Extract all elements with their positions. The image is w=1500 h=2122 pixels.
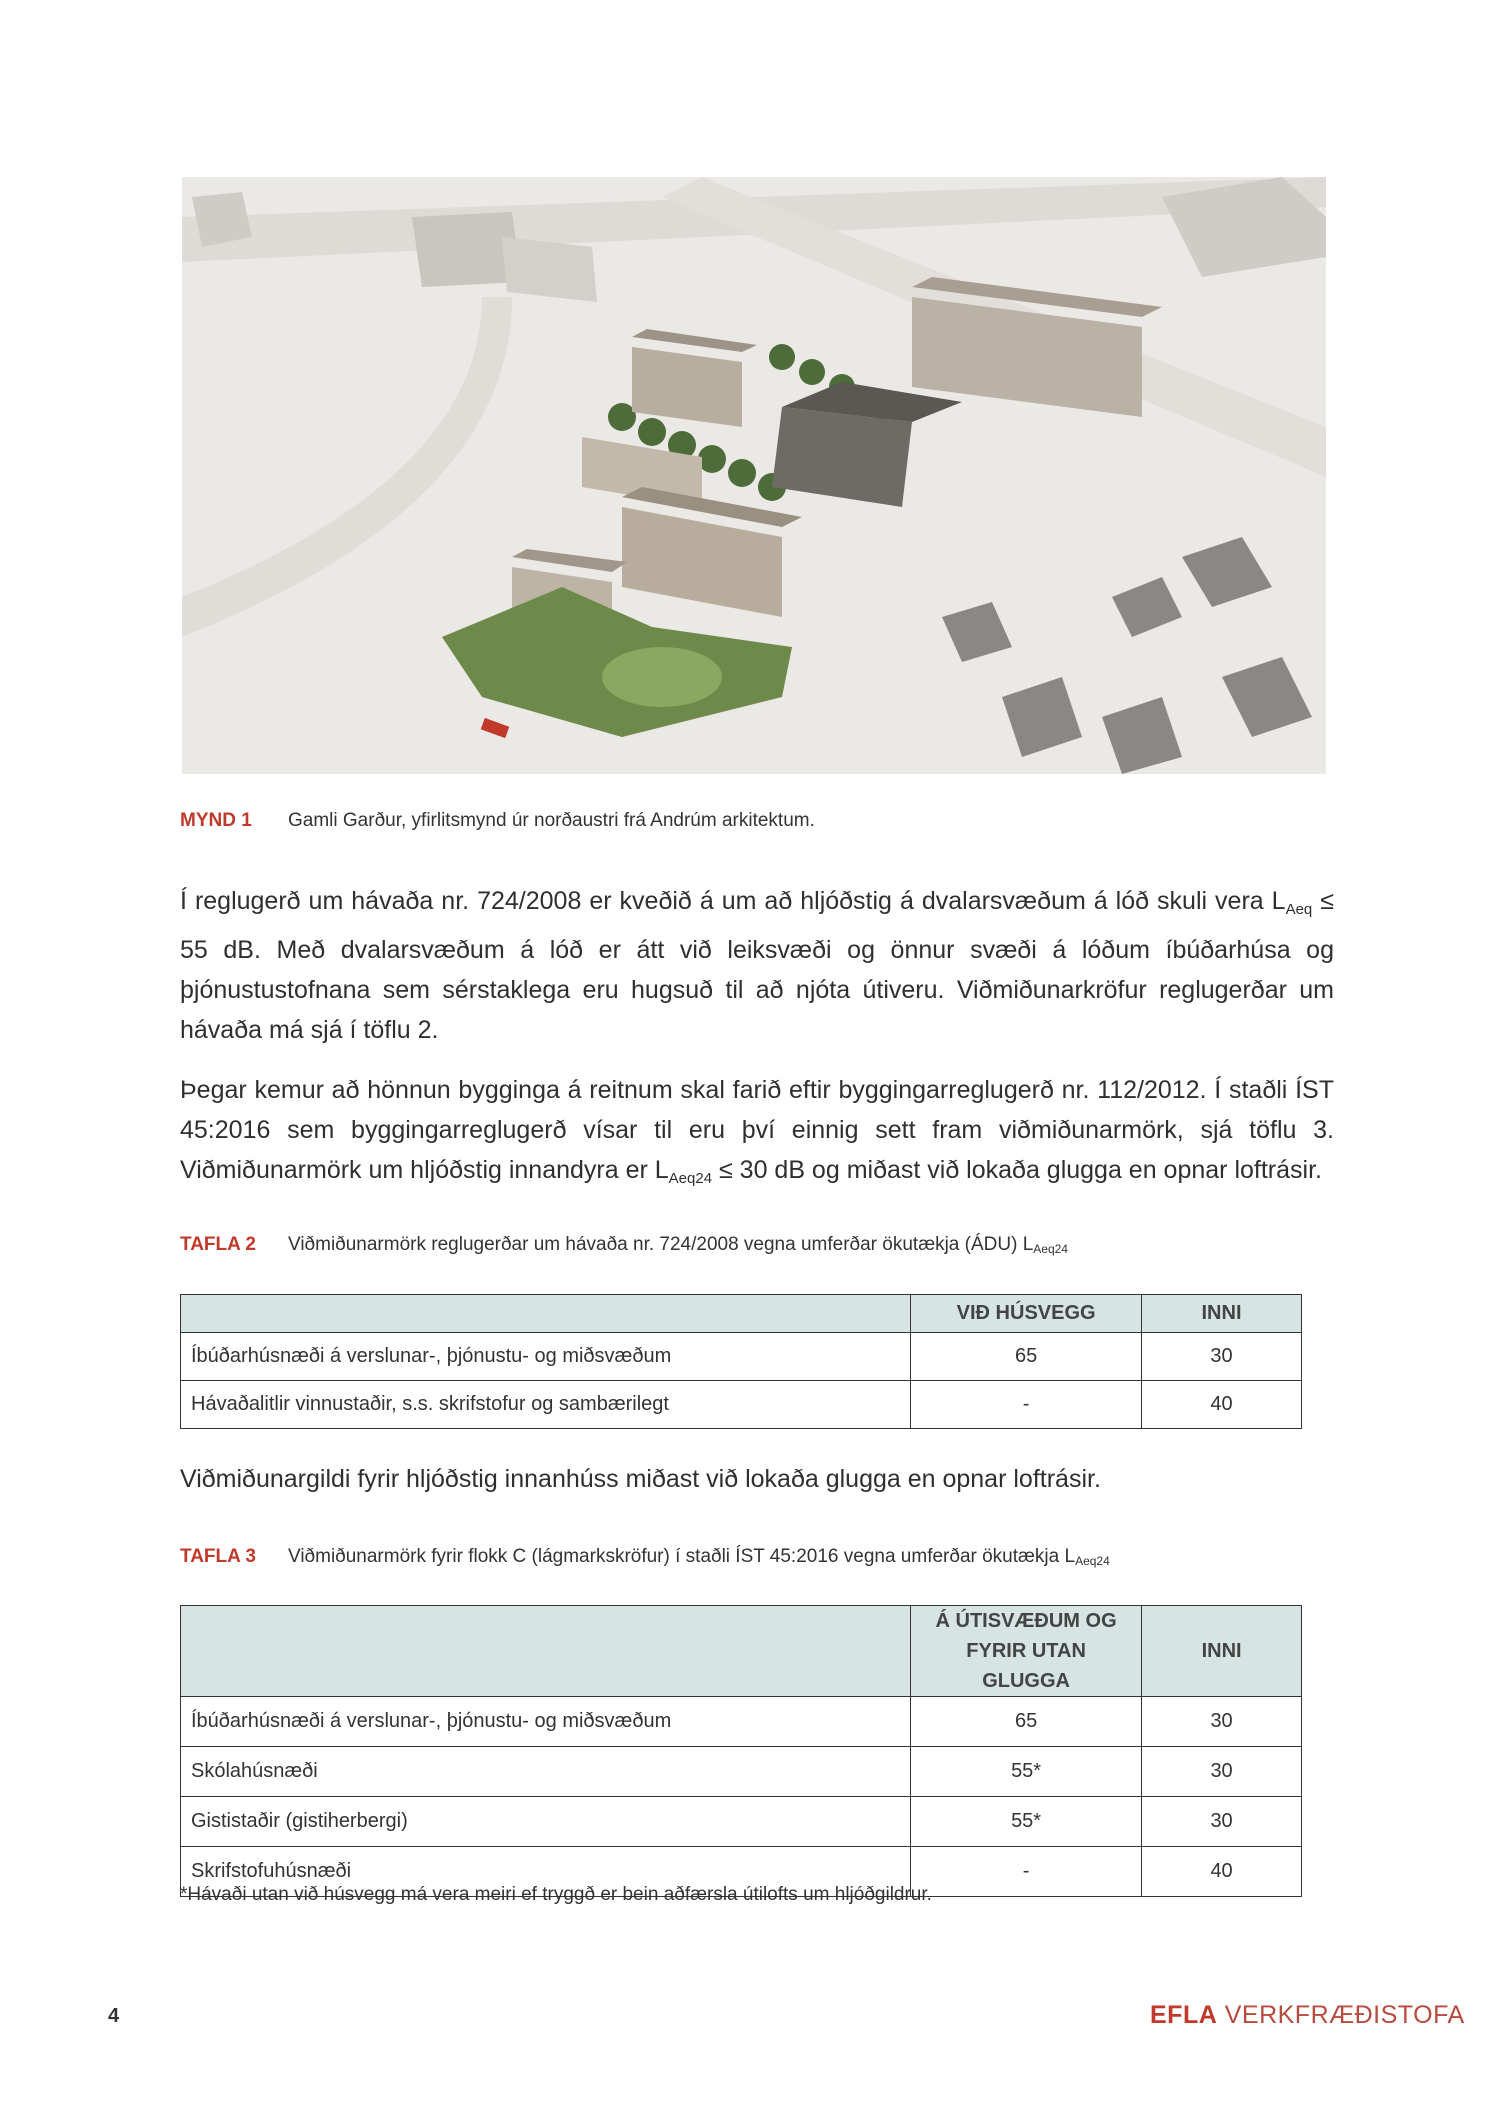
- figure-caption-text: Gamli Garður, yfirlitsmynd úr norðaustri frá Andrúm arkitektum.: [288, 810, 815, 831]
- page-number: 4: [108, 2005, 120, 2027]
- table2-label: TAFLA 2: [180, 1234, 256, 1255]
- site-illustration: [182, 177, 1326, 774]
- table3-caption: [180, 1546, 1110, 1568]
- aerial-site-rendering: [182, 177, 1326, 774]
- table-row: [181, 1333, 1302, 1381]
- table3-header-1: Á ÚTISVÆÐUM OG FYRIR UTAN GLUGGA: [911, 1606, 1142, 1697]
- paragraph-building-regulation: [180, 1070, 1334, 1199]
- table2-header-0: [181, 1295, 911, 1333]
- table3: [180, 1605, 1302, 1897]
- table3-footnote: *Hávaði utan við húsvegg má vera meiri ef tryggð er bein aðfærsla útilofts um hljóðgildrur.: [180, 1884, 932, 1905]
- table3-cell: Íbúðarhúsnæði á verslunar-, þjónustu- og miðsvæðum: [181, 1697, 911, 1747]
- paragraph1-sub: Aeq: [1285, 901, 1313, 918]
- table2-cell: 65: [911, 1333, 1142, 1381]
- table3-cell: 30: [1142, 1747, 1302, 1797]
- brand-rest: VERKFRÆÐISTOFA: [1217, 2001, 1465, 2029]
- table3-cell: -: [911, 1847, 1142, 1897]
- table3-cell: Skólahúsnæði: [181, 1747, 911, 1797]
- table3-cell: 55*: [911, 1747, 1142, 1797]
- table3-label: TAFLA 3: [180, 1546, 256, 1567]
- table3-cell: 40: [1142, 1847, 1302, 1897]
- paragraph2-text-b: ≤ 30 dB og miðast við lokaða glugga en opnar loftrásir.: [712, 1156, 1322, 1184]
- table2-caption-sub: Aeq24: [1033, 1242, 1068, 1256]
- table2-cell: 40: [1142, 1381, 1302, 1429]
- table-row: [181, 1697, 1302, 1747]
- table2-cell: -: [911, 1381, 1142, 1429]
- table3-cell: 55*: [911, 1797, 1142, 1847]
- table3-header-0: [181, 1606, 911, 1697]
- table3-cell: 30: [1142, 1797, 1302, 1847]
- paragraph1-text-b: ≤ 55 dB. Með dvalarsvæðum á lóð er átt við leiksvæði og önnur svæði á lóðum íbúðarhúsa og þjónustustofnana sem sérstaklega eru hugsuð til að njóta útiveru. Viðmiðunarkröfur reglugerðar um hávaða má sjá í töflu 2.: [180, 887, 1334, 1044]
- table-row: [181, 1747, 1302, 1797]
- paragraph1-text-a: Í reglugerð um hávaða nr. 724/2008 er kveðið á um að hljóðstig á dvalarsvæðum á lóð skuli vera L: [180, 887, 1286, 915]
- efla-logo: [1150, 2001, 1465, 2030]
- paragraph-noise-regulation: [180, 881, 1334, 1050]
- table2-cell: Hávaðalitlir vinnustaðir, s.s. skrifstofur og sambærilegt: [181, 1381, 911, 1429]
- paragraph2-text-a: Þegar kemur að hönnun bygginga á reitnum skal farið eftir byggingarreglugerð nr. 112/2012. Í staðli ÍST 45:2016 sem byggingarreglugerð vísar til eru því einnig sett fram viðmiðunarmörk, sjá töflu 3. Viðmiðunarmörk um hljóðstig innandyra er L: [180, 1076, 1334, 1184]
- table3-caption-text: Viðmiðunarmörk fyrir flokk C (lágmarkskröfur) í staðli ÍST 45:2016 vegna umferðar ökutækja L: [288, 1546, 1076, 1567]
- paragraph2-sub: Aeq24: [668, 1170, 713, 1187]
- table3-caption-sub: Aeq24: [1075, 1554, 1110, 1568]
- table2: [180, 1294, 1302, 1429]
- table3-cell: Gististaðir (gistiherbergi): [181, 1797, 911, 1847]
- table2-header-2: INNI: [1142, 1295, 1302, 1333]
- table2-caption-text: Viðmiðunarmörk reglugerðar um hávaða nr. 724/2008 vegna umferðar ökutækja (ÁDU) L: [288, 1234, 1034, 1255]
- table-row: [181, 1797, 1302, 1847]
- table2-header-1: VIÐ HÚSVEGG: [911, 1295, 1142, 1333]
- paragraph-indoor-values: [180, 1459, 1334, 1499]
- table3-header-2: INNI: [1142, 1606, 1302, 1697]
- paragraph3-text: Viðmiðunargildi fyrir hljóðstig innanhúss miðast við lokaða glugga en opnar loftrásir.: [180, 1465, 1101, 1493]
- figure-label: MYND 1: [180, 810, 252, 831]
- brand-bold: EFLA: [1150, 2001, 1218, 2029]
- table3-cell: Skrifstofuhúsnæði: [181, 1847, 911, 1897]
- table3-cell: 65: [911, 1697, 1142, 1747]
- table2-cell: Íbúðarhúsnæði á verslunar-, þjónustu- og miðsvæðum: [181, 1333, 911, 1381]
- table2-cell: 30: [1142, 1333, 1302, 1381]
- figure-caption: [180, 810, 815, 832]
- table2-caption: [180, 1234, 1068, 1256]
- table-row: [181, 1381, 1302, 1429]
- table3-cell: 30: [1142, 1697, 1302, 1747]
